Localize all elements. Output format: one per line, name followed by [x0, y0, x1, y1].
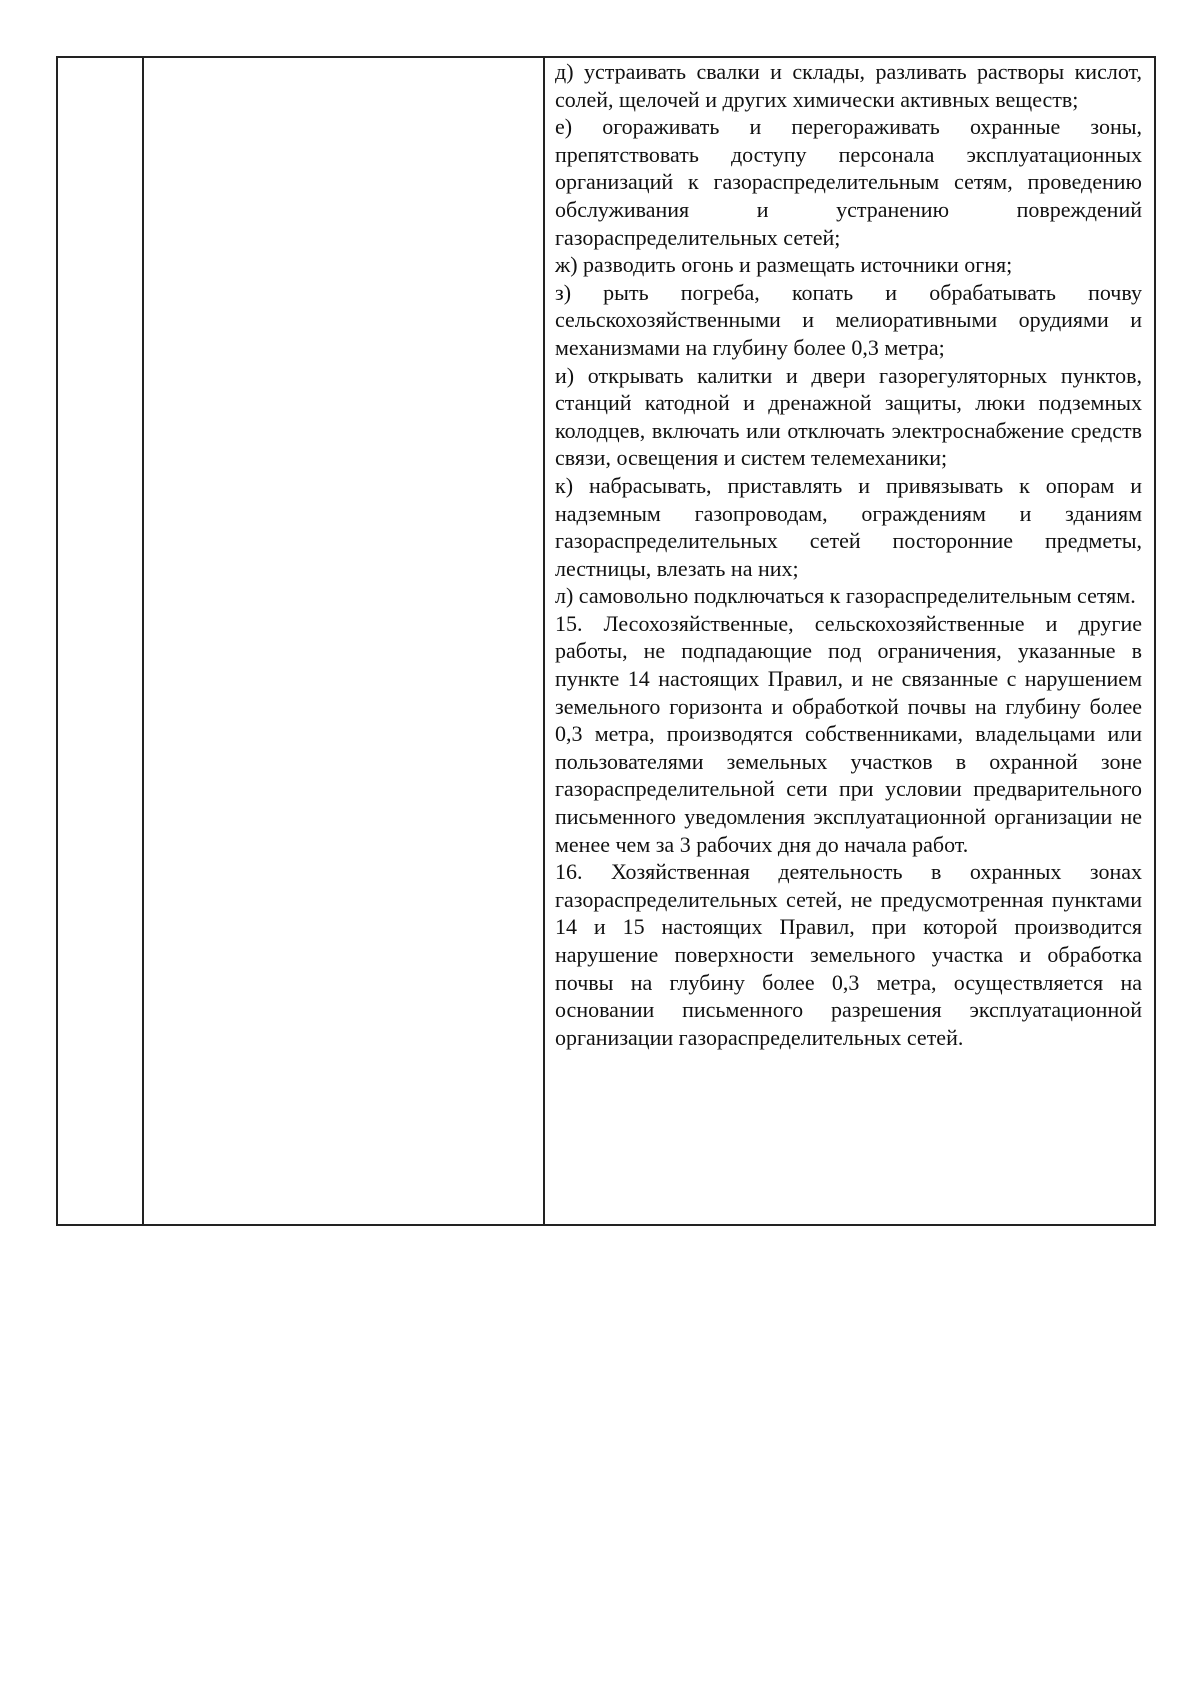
document-table [56, 56, 1156, 1226]
paragraph-i: и) открывать калитки и двери газорегуляторных пунктов, станций катодной и дренажной защиты, люки подземных колодцев, включать или отключать электроснабжение средств связи, освещения и систем телемеханики; [555, 362, 1142, 471]
paragraph-k: к) набрасывать, приставлять и привязывать к опорам и надземным газопроводам, ограждениям и зданиям газораспределительных сетей посторонние предметы, лестницы, влезать на них; [555, 472, 1142, 581]
paragraph-l: л) самовольно подключаться к газораспределительным сетям. [555, 583, 1136, 609]
paragraph-16: 16. Хозяйственная деятельность в охранных зонах газораспределительных сетей, не предусмотренная пунктами 14 и 15 настоящих Правил, при которой производится нарушение поверхности земельного участка и обработка почвы на глубину более 0,3 метра, осуществляется на основании письменного разрешения эксплуатационной организации газораспределительных сетей. [555, 859, 1142, 1050]
paragraph-z: з) рыть погреба, копать и обрабатывать почву сельскохозяйственными и мелиоративными орудиями и механизмами на глубину более 0,3 метра; [555, 279, 1142, 360]
table-cell-name [144, 58, 545, 1224]
table-cell-content [545, 58, 1154, 1224]
paragraph-zh: ж) разводить огонь и размещать источники огня; [555, 252, 1013, 278]
paragraph-d: д) устраивать свалки и склады, разливать растворы кислот, солей, щелочей и других химически активных веществ; [555, 59, 1142, 112]
table-cell-number [58, 58, 144, 1224]
paragraph-15: 15. Лесохозяйственные, сельскохозяйственные и другие работы, не подпадающие под ограничения, указанные в пункте 14 настоящих Правил, и не связанные с нарушением земельного горизонта и обработкой почвы на глубину более 0,3 метра, производятся собственниками, владельцами или пользователями земельных участков в охранной зоне газораспределительной сети при условии предварительного письменного уведомления эксплуатационной организации не менее чем за 3 рабочих дня до начала работ. [555, 610, 1142, 857]
paragraph-e: е) огораживать и перегораживать охранные зоны, препятствовать доступу персонала эксплуатационных организаций к газораспределительным сетям, проведению обслуживания и устранению повреждений газораспределительных сетей; [555, 114, 1142, 250]
